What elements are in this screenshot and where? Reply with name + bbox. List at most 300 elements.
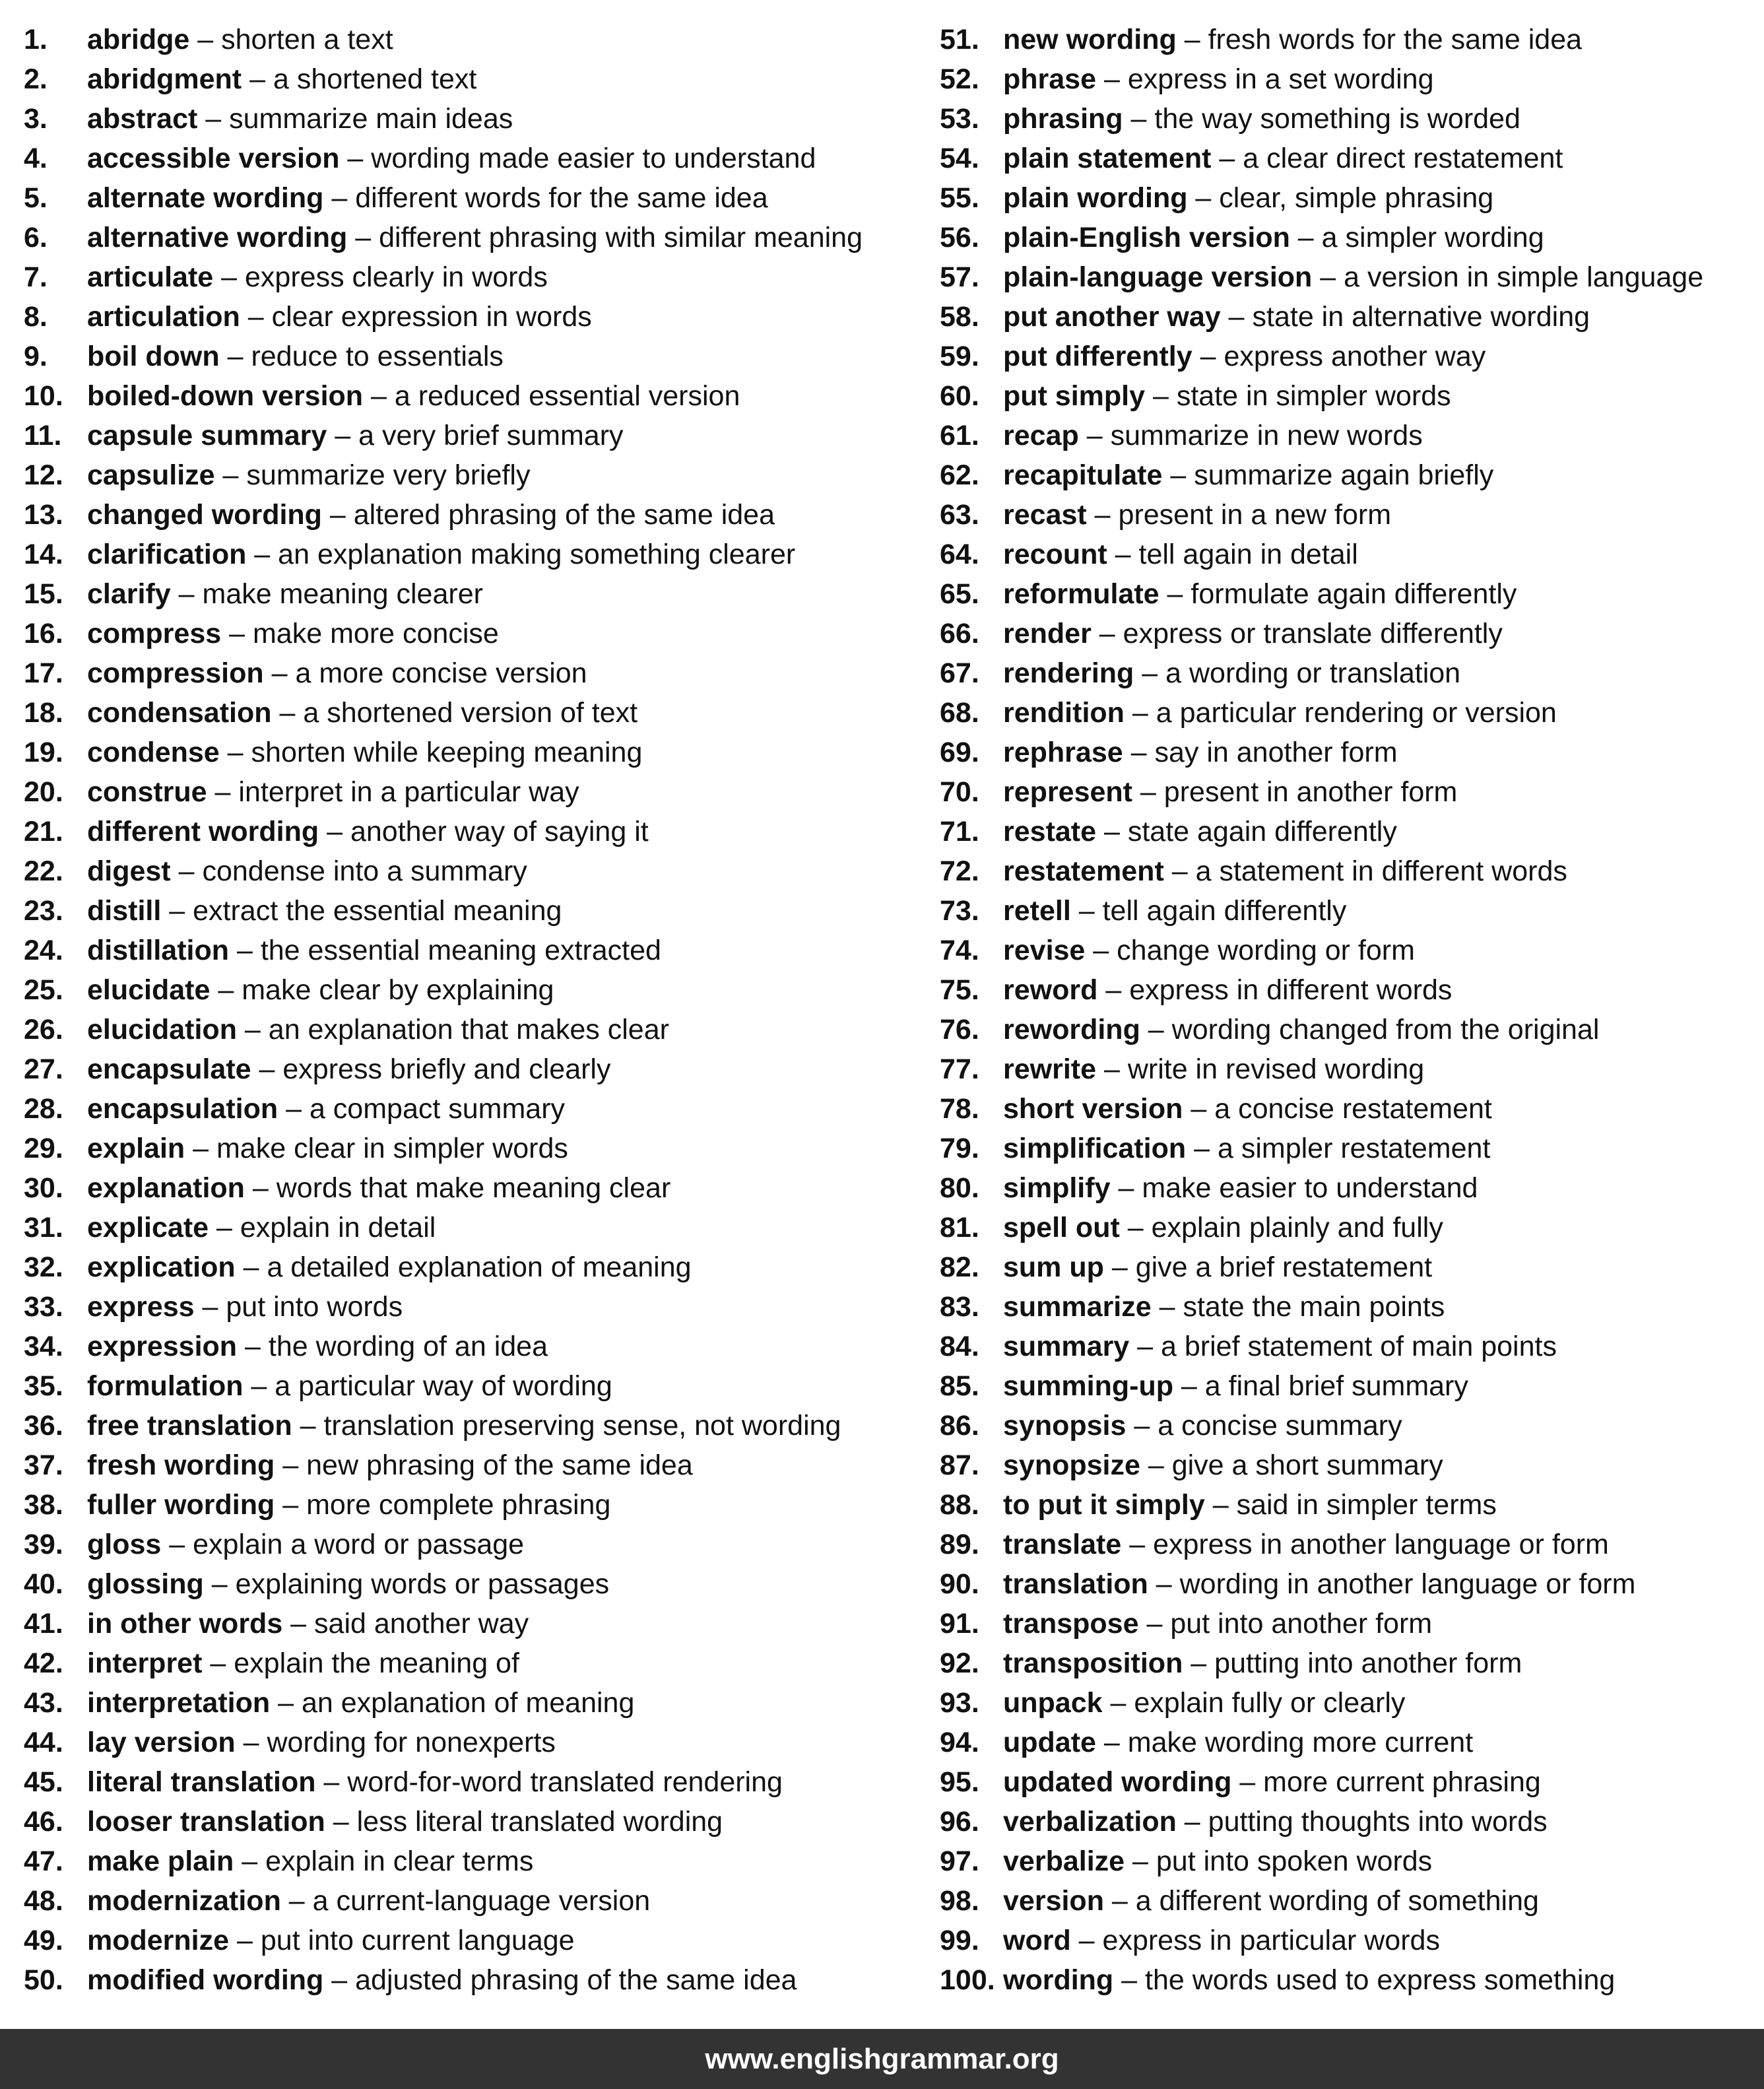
entry-definition: altered phrasing of the same idea (353, 499, 775, 531)
entry-number: 28. (24, 1093, 63, 1125)
list-item (940, 337, 1758, 376)
entry-separator: – (1183, 1647, 1215, 1679)
list-item (24, 376, 934, 416)
entry-separator: – (161, 895, 193, 927)
entry-term: plain-language version (1003, 261, 1313, 293)
entry-separator: – (1140, 1449, 1172, 1481)
entry-term: put differently (1003, 341, 1192, 372)
entry-number: 51. (940, 24, 979, 55)
entry-term: unpack (1003, 1687, 1103, 1719)
entry-definition: a statement in different words (1195, 855, 1567, 887)
entry-separator: – (327, 420, 359, 451)
entry-definition: explain the meaning of (234, 1647, 519, 1679)
entry-term: transposition (1003, 1647, 1183, 1679)
entry-separator: – (1096, 63, 1128, 95)
entry-separator: – (1151, 1291, 1183, 1323)
entry-number: 30. (24, 1172, 63, 1204)
entry-term: summing-up (1003, 1370, 1173, 1402)
list-item (940, 1921, 1758, 1960)
entry-definition: make meaning clearer (202, 578, 483, 610)
list-item (940, 1485, 1758, 1525)
entry-number: 13. (24, 499, 63, 531)
entry-number: 62. (940, 459, 979, 491)
entry-separator: – (270, 1687, 302, 1719)
entry-term: explication (87, 1251, 236, 1283)
entry-number: 59. (940, 341, 979, 372)
entry-definition: a particular way of wording (275, 1370, 612, 1402)
entry-definition: write in revised wording (1127, 1053, 1425, 1085)
entry-number: 15. (24, 578, 63, 610)
entry-term: plain statement (1003, 143, 1212, 174)
list-item (24, 693, 934, 733)
entry-definition: word-for-word translated rendering (347, 1766, 783, 1798)
list-item (940, 1564, 1758, 1604)
entry-definition: less literal translated wording (356, 1806, 723, 1838)
entry-definition: condense into a summary (202, 855, 527, 887)
entry-separator: – (278, 1093, 310, 1125)
list-item (24, 1406, 934, 1445)
entry-definition: adjusted phrasing of the same idea (355, 1964, 797, 1996)
entry-separator: – (1173, 1370, 1205, 1402)
entry-term: version (1003, 1885, 1104, 1917)
entry-separator: – (1183, 1093, 1215, 1125)
entry-term: verbalize (1003, 1845, 1125, 1877)
entry-term: synopsis (1003, 1410, 1127, 1442)
entry-number: 54. (940, 143, 979, 174)
entry-number: 94. (940, 1727, 979, 1758)
entry-term: rewrite (1003, 1053, 1097, 1085)
list-item (940, 772, 1758, 812)
entry-term: render (1003, 618, 1092, 649)
entry-term: articulation (87, 301, 240, 333)
entry-definition: express in another language or form (1153, 1529, 1609, 1560)
list-item (24, 1802, 934, 1841)
list-item (24, 1129, 934, 1168)
entry-number: 61. (940, 420, 979, 451)
entry-number: 63. (940, 499, 979, 531)
entry-term: put simply (1003, 380, 1146, 412)
entry-definition: a shortened text (273, 63, 477, 95)
list-item (24, 535, 934, 574)
list-item (24, 1049, 934, 1089)
entry-term: rephrase (1003, 737, 1123, 768)
entry-definition: the essential meaning extracted (260, 935, 661, 966)
entry-definition: interpret in a particular way (238, 776, 579, 808)
entry-definition: translation preserving sense, not wording (323, 1410, 841, 1442)
entry-separator: – (202, 1647, 234, 1679)
entry-separator: – (213, 261, 245, 293)
entry-separator: – (170, 578, 203, 610)
entry-definition: shorten while keeping meaning (251, 737, 643, 768)
entry-definition: summarize main ideas (229, 103, 513, 135)
entry-definition: words that make meaning clear (276, 1172, 671, 1204)
entry-separator: – (246, 539, 278, 570)
list-item (24, 178, 934, 218)
entry-definition: state in simpler words (1176, 380, 1451, 412)
entry-number: 93. (940, 1687, 979, 1719)
list-item (24, 1643, 934, 1683)
list-item (940, 139, 1758, 178)
entry-separator: – (347, 222, 379, 253)
list-item (24, 772, 934, 812)
entry-term: rendition (1003, 697, 1125, 729)
entry-term: capsule summary (87, 420, 327, 451)
entry-definition: extract the essential meaning (193, 895, 562, 927)
list-item (24, 1247, 934, 1287)
list-item (940, 1010, 1758, 1049)
entry-separator: – (1085, 935, 1117, 966)
list-item (24, 851, 934, 891)
entry-separator: – (275, 1449, 307, 1481)
entry-definition: tell again in detail (1138, 539, 1358, 570)
entry-number: 33. (24, 1291, 63, 1323)
entry-definition: an explanation that makes clear (268, 1014, 669, 1045)
entry-term: simplification (1003, 1133, 1187, 1164)
entry-term: formulation (87, 1370, 244, 1402)
entry-separator: – (1176, 24, 1208, 55)
entry-term: phrase (1003, 63, 1097, 95)
entry-separator: – (221, 618, 253, 649)
entry-number: 24. (24, 935, 63, 966)
entry-definition: formulate again differently (1191, 578, 1517, 610)
entry-number: 87. (940, 1449, 979, 1481)
entry-number: 69. (940, 737, 979, 768)
entry-number: 21. (24, 816, 63, 847)
entry-separator: – (161, 1529, 193, 1560)
entry-term: to put it simply (1003, 1489, 1205, 1521)
entry-term: restatement (1003, 855, 1164, 887)
entry-term: encapsulation (87, 1093, 278, 1125)
entry-definition: put into another form (1170, 1608, 1433, 1640)
list-item (24, 1525, 934, 1564)
entry-separator: – (1123, 737, 1155, 768)
entry-number: 83. (940, 1291, 979, 1323)
list-item (940, 99, 1758, 139)
entry-definition: a particular rendering or version (1156, 697, 1557, 729)
entry-number: 26. (24, 1014, 63, 1045)
entry-separator: – (1204, 1489, 1237, 1521)
entry-definition: different words for the same idea (355, 182, 768, 214)
entry-term: different wording (87, 816, 319, 847)
entry-separator: – (363, 380, 395, 412)
entry-definition: shorten a text (221, 24, 393, 55)
list-item (940, 1683, 1758, 1723)
entry-term: put another way (1003, 301, 1221, 333)
entry-separator: – (1097, 974, 1130, 1006)
entry-term: explain (87, 1133, 185, 1164)
entry-separator: – (1312, 261, 1344, 293)
entry-number: 72. (940, 855, 979, 887)
entry-definition: a concise restatement (1214, 1093, 1492, 1125)
list-item (24, 1683, 934, 1723)
list-item (24, 1841, 934, 1881)
entry-separator: – (315, 1766, 348, 1798)
entry-number: 95. (940, 1766, 979, 1798)
list-item (940, 891, 1758, 931)
entry-term: accessible version (87, 143, 340, 174)
entry-term: spell out (1003, 1212, 1120, 1243)
entry-definition: said another way (314, 1608, 529, 1640)
entry-definition: an explanation making something clearer (278, 539, 796, 570)
list-item (940, 1802, 1758, 1841)
entry-term: recount (1003, 539, 1107, 570)
entry-number: 98. (940, 1885, 979, 1917)
list-item (940, 1327, 1758, 1366)
footer-url[interactable]: www.englishgrammar.org (705, 2042, 1059, 2075)
entry-definition: a compact summary (309, 1093, 566, 1125)
entry-definition: a brief statement of main points (1161, 1331, 1557, 1362)
entry-number: 99. (940, 1925, 979, 1956)
entry-number: 29. (24, 1133, 63, 1164)
entry-definition: express in different words (1129, 974, 1453, 1006)
list-item (24, 574, 934, 614)
entry-number: 1. (24, 24, 48, 55)
entry-definition: make clear in simpler words (216, 1133, 568, 1164)
entry-separator: – (275, 1489, 307, 1521)
entry-definition: a concise summary (1158, 1410, 1402, 1442)
entry-definition: putting thoughts into words (1208, 1806, 1548, 1838)
entry-separator: – (1107, 539, 1139, 570)
entry-separator: – (1132, 776, 1164, 808)
entry-number: 65. (940, 578, 979, 610)
list-item (24, 1010, 934, 1049)
entry-separator: – (1124, 697, 1156, 729)
entry-separator: – (1096, 816, 1128, 847)
list-item (940, 1960, 1758, 2000)
entry-term: rendering (1003, 657, 1134, 689)
list-item (24, 1445, 934, 1485)
entry-definition: express briefly and clearly (282, 1053, 611, 1085)
entry-number: 84. (940, 1331, 979, 1362)
entry-definition: clear expression in words (271, 301, 592, 333)
list-item (24, 1960, 934, 2000)
entry-separator: – (170, 855, 203, 887)
entry-definition: summarize very briefly (246, 459, 531, 491)
entry-term: sum up (1003, 1251, 1104, 1283)
entry-definition: putting into another form (1214, 1647, 1522, 1679)
list-item (24, 812, 934, 851)
entry-term: literal translation (87, 1766, 316, 1798)
entry-definition: a version in simple language (1344, 261, 1704, 293)
entry-separator: – (1129, 1331, 1161, 1362)
entry-number: 10. (24, 380, 63, 412)
entry-number: 88. (940, 1489, 979, 1521)
entry-separator: – (263, 657, 296, 689)
entry-term: modernize (87, 1925, 230, 1956)
entry-number: 6. (24, 222, 48, 253)
entry-number: 18. (24, 697, 63, 729)
list-item (24, 1921, 934, 1960)
entry-term: reformulate (1003, 578, 1160, 610)
entry-separator: – (197, 103, 230, 135)
entry-definition: explain a word or passage (193, 1529, 525, 1560)
entry-number: 96. (940, 1806, 979, 1838)
entry-separator: – (210, 974, 242, 1006)
list-item (24, 1366, 934, 1406)
entry-number: 9. (24, 341, 48, 372)
list-item (24, 1604, 934, 1643)
entry-term: gloss (87, 1529, 162, 1560)
entry-term: wording (1003, 1964, 1114, 1996)
entry-separator: – (242, 63, 273, 95)
entry-definition: said in simpler terms (1236, 1489, 1497, 1521)
entry-separator: – (1192, 341, 1224, 372)
entry-separator: – (1096, 1053, 1128, 1085)
list-item (940, 1643, 1758, 1683)
entry-term: articulate (87, 261, 214, 293)
list-item (940, 257, 1758, 297)
entry-definition: express in a set wording (1127, 63, 1434, 95)
entry-definition: present in a new form (1118, 499, 1392, 531)
entry-number: 5. (24, 182, 48, 214)
list-item (24, 1564, 934, 1604)
entry-separator: – (1125, 1845, 1156, 1877)
entry-number: 48. (24, 1885, 63, 1917)
list-item (24, 1089, 934, 1129)
entry-definition: a wording or translation (1165, 657, 1461, 689)
list-item (940, 535, 1758, 574)
entry-number: 12. (24, 459, 63, 491)
list-item (24, 1168, 934, 1208)
entry-separator: – (1163, 855, 1196, 887)
entry-term: make plain (87, 1845, 234, 1877)
entry-separator: – (243, 1370, 275, 1402)
list-item (24, 733, 934, 772)
entry-number: 41. (24, 1608, 63, 1640)
entry-definition: a simpler wording (1321, 222, 1544, 253)
entry-separator: – (1187, 182, 1220, 214)
entry-number: 66. (940, 618, 979, 649)
entry-term: transpose (1003, 1608, 1139, 1640)
list-item (24, 139, 934, 178)
entry-number: 89. (940, 1529, 979, 1560)
entry-number: 79. (940, 1133, 979, 1164)
entry-number: 97. (940, 1845, 979, 1877)
entry-term: modified wording (87, 1964, 324, 1996)
entry-separator: – (1176, 1806, 1208, 1838)
entry-number: 35. (24, 1370, 63, 1402)
entry-term: digest (87, 855, 171, 887)
entry-definition: clear, simple phrasing (1219, 182, 1494, 214)
list-item (940, 1604, 1758, 1643)
entry-definition: an explanation of meaning (301, 1687, 635, 1719)
entry-separator: – (1140, 1014, 1172, 1045)
entry-term: construe (87, 776, 207, 808)
list-item (940, 376, 1758, 416)
entry-term: translation (1003, 1568, 1148, 1600)
entry-separator: – (271, 697, 304, 729)
list-item (940, 416, 1758, 455)
entry-separator: – (1162, 459, 1194, 491)
entry-number: 100. (940, 1964, 995, 1996)
entry-separator: – (321, 499, 354, 531)
entry-term: abridge (87, 24, 190, 55)
entry-number: 73. (940, 895, 979, 927)
entry-definition: a shortened version of text (303, 697, 638, 729)
entry-separator: – (1086, 499, 1119, 531)
list-item (940, 1762, 1758, 1802)
entry-separator: – (219, 737, 251, 768)
entry-term: in other words (87, 1608, 283, 1640)
list-item (940, 1089, 1758, 1129)
entry-number: 3. (24, 103, 48, 135)
list-item (24, 970, 934, 1010)
entry-definition: put into spoken words (1156, 1845, 1433, 1877)
entry-definition: make clear by explaining (242, 974, 554, 1006)
entry-number: 23. (24, 895, 63, 927)
entry-number: 53. (940, 103, 979, 135)
entry-term: summary (1003, 1331, 1130, 1362)
list-item (940, 1525, 1758, 1564)
entry-number: 81. (940, 1212, 979, 1243)
entry-separator: – (1078, 420, 1111, 451)
entry-number: 38. (24, 1489, 63, 1521)
entry-definition: state again differently (1127, 816, 1397, 847)
list-item (940, 455, 1758, 495)
entry-number: 14. (24, 539, 63, 570)
entry-term: elucidation (87, 1014, 237, 1045)
list-item (940, 1445, 1758, 1485)
entry-term: fresh wording (87, 1449, 275, 1481)
list-item (24, 455, 934, 495)
entry-term: explanation (87, 1172, 245, 1204)
entry-separator: – (235, 1251, 267, 1283)
entry-term: alternative wording (87, 222, 348, 253)
entry-number: 68. (940, 697, 979, 729)
list-item (940, 851, 1758, 891)
entry-definition: a detailed explanation of meaning (267, 1251, 692, 1283)
list-item (940, 1129, 1758, 1168)
entry-number: 44. (24, 1727, 63, 1758)
entry-number: 46. (24, 1806, 63, 1838)
entry-definition: a current-language version (312, 1885, 651, 1917)
entry-term: recap (1003, 420, 1079, 451)
entry-term: expression (87, 1331, 238, 1362)
entry-definition: a more concise version (295, 657, 587, 689)
entry-term: update (1003, 1727, 1096, 1758)
entry-number: 37. (24, 1449, 63, 1481)
entry-term: recast (1003, 499, 1087, 531)
entry-separator: – (1231, 1766, 1264, 1798)
entry-term: phrasing (1003, 103, 1123, 135)
entry-definition: explaining words or passages (235, 1568, 610, 1600)
entry-definition: a clear direct restatement (1243, 143, 1563, 174)
entry-term: simplify (1003, 1172, 1111, 1204)
list-item (24, 653, 934, 693)
entry-definition: give a short summary (1171, 1449, 1443, 1481)
entry-definition: a different wording of something (1135, 1885, 1539, 1917)
list-item (940, 693, 1758, 733)
entry-definition: wording changed from the original (1171, 1014, 1600, 1045)
entry-separator: – (185, 1133, 216, 1164)
entry-term: clarification (87, 539, 247, 570)
list-item (24, 59, 934, 99)
list-item (24, 337, 934, 376)
entry-separator: – (203, 1568, 236, 1600)
entry-number: 80. (940, 1172, 979, 1204)
entry-number: 82. (940, 1251, 979, 1283)
entry-term: condensation (87, 697, 272, 729)
entry-separator: – (189, 24, 222, 55)
list-item (24, 1762, 934, 1802)
list-item (24, 99, 934, 139)
entry-separator: – (292, 1410, 324, 1442)
entry-term: short version (1003, 1093, 1183, 1125)
entry-separator: – (214, 459, 247, 491)
entry-definition: reduce to essentials (251, 341, 504, 372)
entry-separator: – (229, 935, 261, 966)
entry-number: 60. (940, 380, 979, 412)
